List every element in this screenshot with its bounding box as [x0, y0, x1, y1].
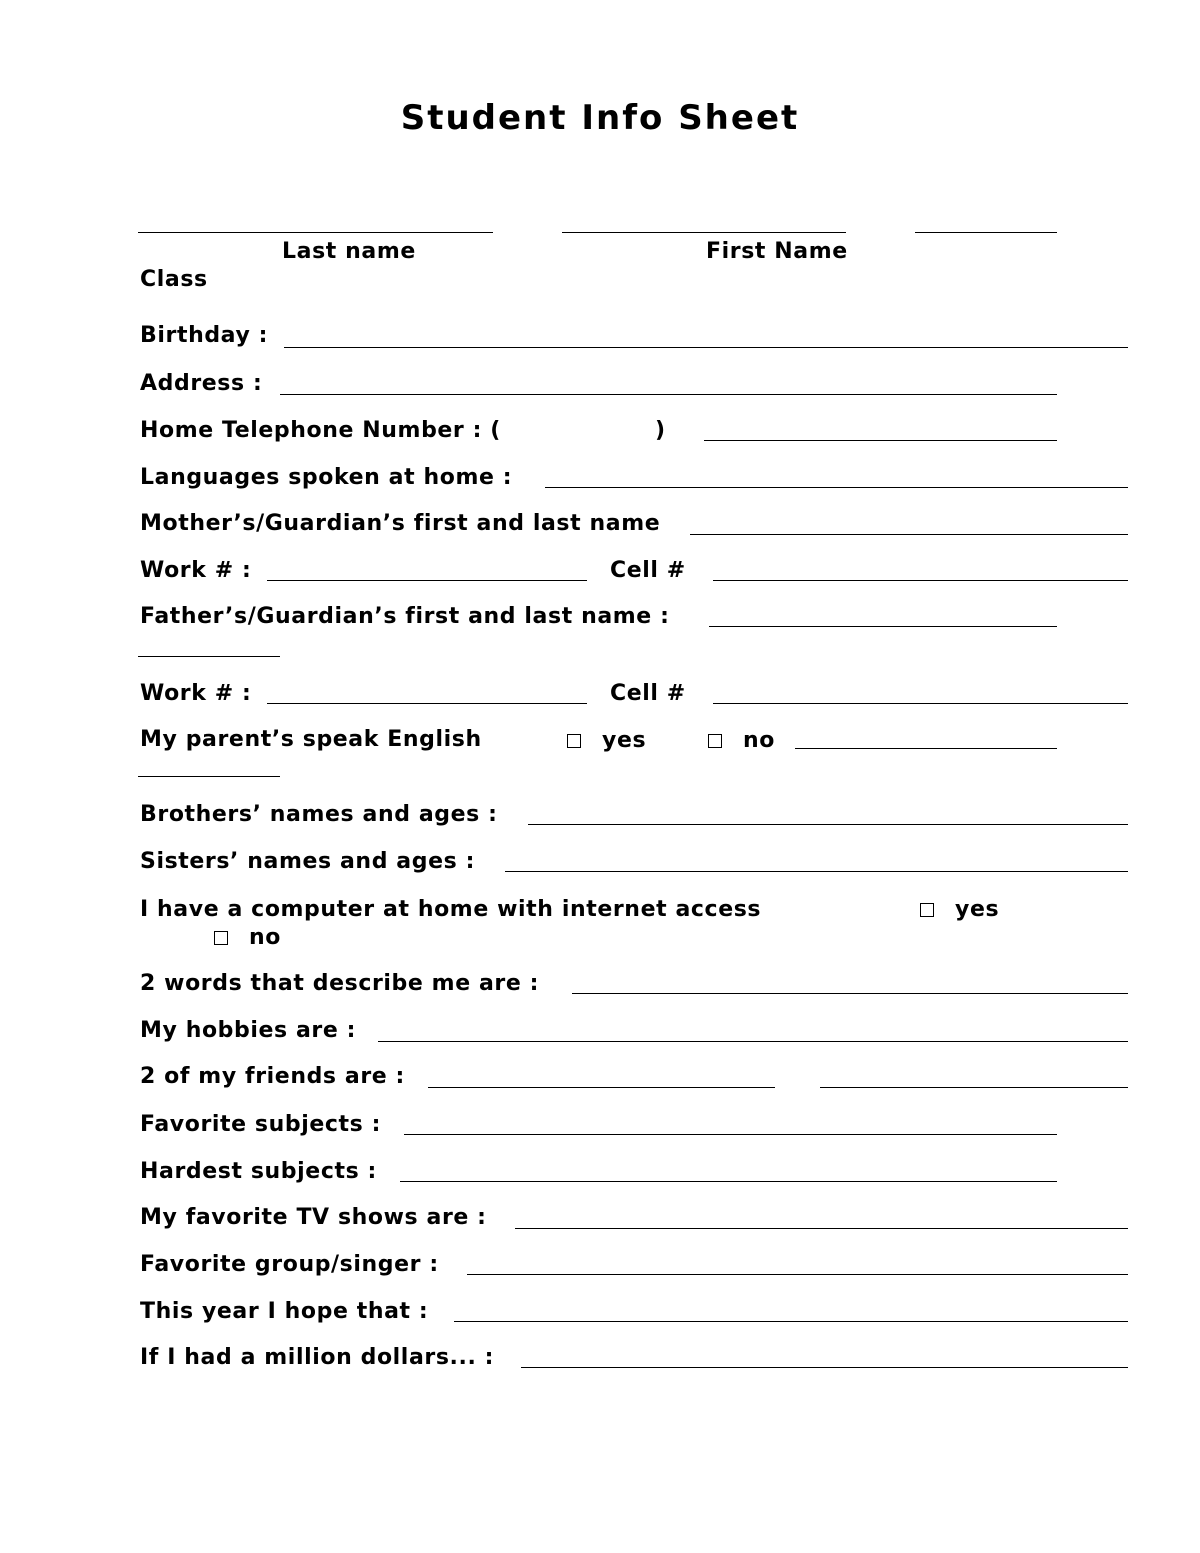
two-words-label: 2 words that describe me are : — [140, 971, 540, 996]
first-name-label: First Name — [706, 239, 848, 264]
home-phone-label: Home Telephone Number : ( — [140, 418, 501, 443]
father-cell-label: Cell # — [610, 681, 686, 706]
computer-no-checkbox[interactable] — [214, 931, 228, 945]
class-line[interactable] — [915, 232, 1057, 233]
sisters-line[interactable] — [505, 871, 1128, 872]
father-work-label: Work # : — [140, 681, 252, 706]
favorite-subjects-line[interactable] — [404, 1134, 1057, 1135]
father-name-line[interactable] — [709, 626, 1057, 627]
hardest-subjects-line[interactable] — [400, 1181, 1057, 1182]
computer-label: I have a computer at home with internet access — [140, 897, 762, 922]
two-words-line[interactable] — [572, 993, 1128, 994]
million-dollars-line[interactable] — [521, 1367, 1128, 1368]
birthday-line[interactable] — [284, 347, 1128, 348]
computer-no-label: no — [249, 925, 281, 950]
friend-two-line[interactable] — [820, 1087, 1128, 1088]
sisters-label: Sisters’ names and ages : — [140, 849, 475, 874]
address-label: Address : — [140, 371, 263, 396]
hobbies-label: My hobbies are : — [140, 1018, 357, 1043]
languages-line[interactable] — [545, 487, 1128, 488]
friends-label: 2 of my friends are : — [140, 1064, 405, 1089]
mother-name-line[interactable] — [690, 534, 1128, 535]
last-name-label: Last name — [282, 239, 416, 264]
parents-english-no-label: no — [743, 728, 775, 753]
hardest-subjects-label: Hardest subjects : — [140, 1159, 377, 1184]
father-cell-line[interactable] — [713, 703, 1128, 704]
brothers-label: Brothers’ names and ages : — [140, 802, 498, 827]
home-phone-close-paren: ) — [655, 418, 666, 443]
group-singer-line[interactable] — [467, 1274, 1128, 1275]
computer-yes-label: yes — [955, 897, 1000, 922]
computer-yes-checkbox[interactable] — [920, 903, 934, 917]
million-dollars-label: If I had a million dollars... : — [140, 1345, 495, 1370]
hobbies-line[interactable] — [378, 1041, 1128, 1042]
first-name-line[interactable] — [562, 232, 846, 233]
mother-name-label: Mother’s/Guardian’s first and last name — [140, 511, 661, 536]
tv-shows-label: My favorite TV shows are : — [140, 1205, 487, 1230]
parents-english-label: My parent’s speak English — [140, 727, 482, 752]
parents-english-yes-checkbox[interactable] — [567, 734, 581, 748]
group-singer-label: Favorite group/singer : — [140, 1252, 439, 1277]
languages-label: Languages spoken at home : — [140, 465, 513, 490]
parents-english-no-checkbox[interactable] — [708, 734, 722, 748]
class-label: Class — [140, 267, 208, 292]
page-title: Student Info Sheet — [400, 98, 800, 138]
favorite-subjects-label: Favorite subjects : — [140, 1112, 382, 1137]
father-work-line[interactable] — [267, 703, 587, 704]
friend-one-line[interactable] — [428, 1087, 775, 1088]
mother-cell-line[interactable] — [713, 580, 1128, 581]
brothers-line[interactable] — [528, 824, 1128, 825]
mother-work-line[interactable] — [267, 580, 587, 581]
father-name-line-continued[interactable] — [138, 656, 280, 657]
last-name-line[interactable] — [138, 232, 493, 233]
parents-english-line-continued[interactable] — [138, 776, 280, 777]
birthday-label: Birthday : — [140, 323, 269, 348]
parents-english-line[interactable] — [795, 748, 1057, 749]
mother-work-label: Work # : — [140, 558, 252, 583]
tv-shows-line[interactable] — [515, 1228, 1128, 1229]
home-phone-line[interactable] — [704, 440, 1057, 441]
parents-english-yes-label: yes — [602, 728, 647, 753]
mother-cell-label: Cell # — [610, 558, 686, 583]
address-line[interactable] — [280, 394, 1057, 395]
father-name-label: Father’s/Guardian’s first and last name : — [140, 604, 670, 629]
hope-line[interactable] — [454, 1321, 1128, 1322]
hope-label: This year I hope that : — [140, 1299, 429, 1324]
